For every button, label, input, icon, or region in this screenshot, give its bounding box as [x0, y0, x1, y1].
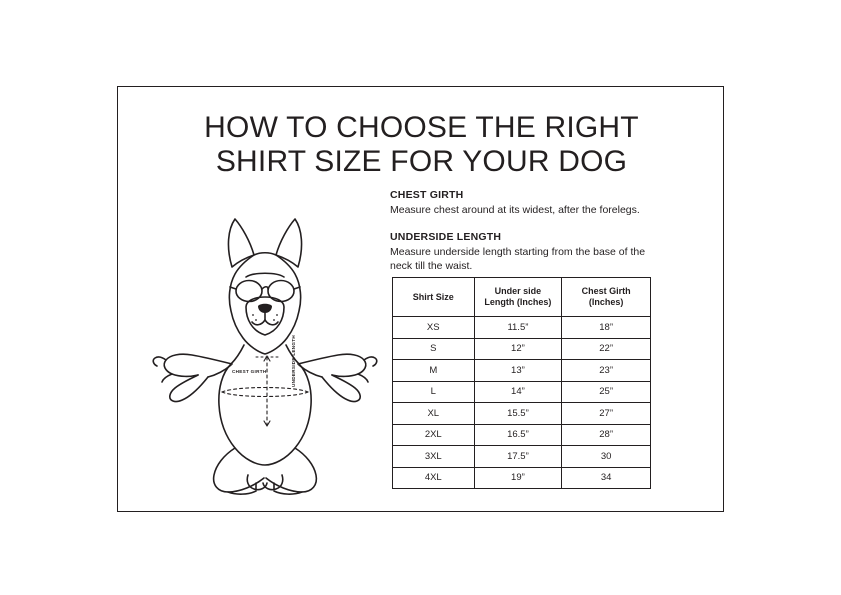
table-row [393, 403, 651, 425]
cell-chest-girth: 25” [562, 381, 651, 403]
cell-size: 2XL [393, 424, 475, 446]
chest-girth-text: Measure chest around at its widest, after the forelegs. [390, 204, 640, 216]
page-title-line-2: SHIRT SIZE FOR YOUR DOG [215, 145, 628, 178]
size-chart-head [393, 278, 651, 317]
cell-underside-length: 15.5” [474, 403, 562, 425]
cell-size: M [393, 360, 475, 382]
chest-girth-illustration-label: CHEST GIRTH [232, 369, 267, 374]
cell-chest-girth: 34 [562, 467, 651, 489]
header-chest-girth-line-2: (Inches) [588, 297, 624, 307]
header-underside-length [474, 278, 562, 317]
header-shirt-size-line-1: Shirt Size [412, 291, 454, 302]
underside-length-heading: UNDERSIDE LENGTH [390, 231, 502, 243]
table-header-row [393, 278, 651, 317]
table-row [393, 424, 651, 446]
page-title [118, 111, 725, 179]
cell-size: 4XL [393, 467, 475, 489]
header-shirt-size [393, 278, 475, 317]
cell-chest-girth: 23” [562, 360, 651, 382]
underside-length-text: Measure underside length starting from the base of the neck till the waist. [390, 246, 646, 272]
dog-line-drawing [136, 207, 386, 497]
cell-underside-length: 12” [474, 338, 562, 360]
measurement-instructions [390, 189, 670, 273]
underside-length-illustration-label: UNDERSIDE LENGTH [291, 334, 296, 387]
cell-underside-length: 17.5” [474, 446, 562, 468]
table-row [393, 317, 651, 339]
table-row [393, 338, 651, 360]
table-row [393, 360, 651, 382]
header-chest-girth [562, 278, 651, 317]
cell-size: XS [393, 317, 475, 339]
table-row [393, 446, 651, 468]
dog-illustration [136, 207, 386, 497]
cell-underside-length: 19” [474, 467, 562, 489]
size-guide-card [117, 86, 724, 512]
size-chart-table [392, 277, 651, 489]
table-row [393, 381, 651, 403]
cell-underside-length: 14” [474, 381, 562, 403]
cell-underside-length: 16.5” [474, 424, 562, 446]
table-row [393, 467, 651, 489]
size-chart-body [393, 317, 651, 489]
cell-size: S [393, 338, 475, 360]
cell-size: 3XL [393, 446, 475, 468]
cell-chest-girth: 30 [562, 446, 651, 468]
chest-girth-heading: CHEST GIRTH [390, 189, 464, 201]
header-underside-length-line-1: Under side [494, 286, 542, 296]
cell-chest-girth: 22” [562, 338, 651, 360]
header-underside-length-line-2: Length (Inches) [484, 297, 552, 307]
cell-underside-length: 13” [474, 360, 562, 382]
cell-size: XL [393, 403, 475, 425]
cell-chest-girth: 28” [562, 424, 651, 446]
page-title-line-1: HOW TO CHOOSE THE RIGHT [204, 111, 639, 144]
cell-chest-girth: 27” [562, 403, 651, 425]
cell-underside-length: 11.5” [474, 317, 562, 339]
header-chest-girth-line-1: Chest Girth [581, 286, 631, 296]
cell-size: L [393, 381, 475, 403]
cell-chest-girth: 18” [562, 317, 651, 339]
